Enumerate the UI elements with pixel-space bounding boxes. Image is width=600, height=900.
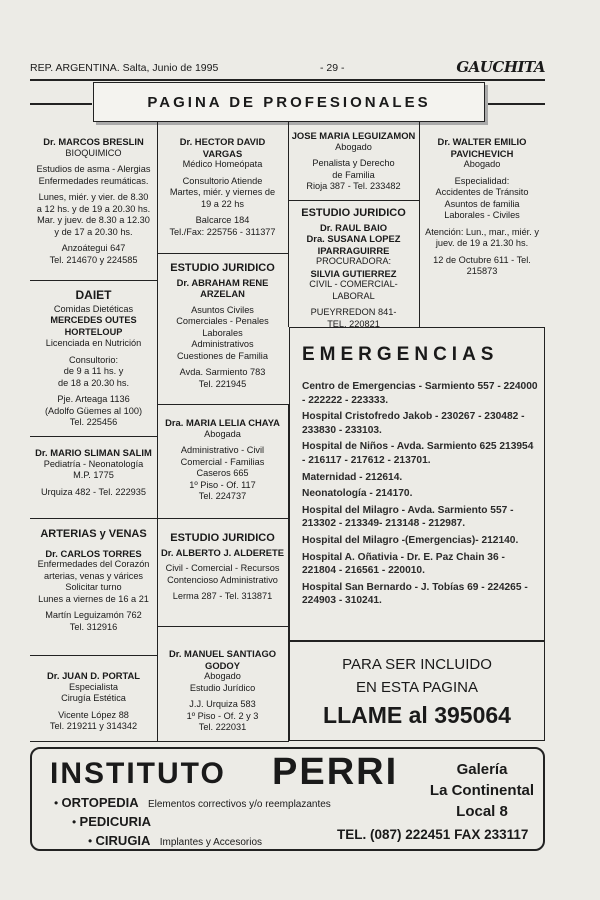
ad-heading: ARTERIAS y VENAS [40,528,147,540]
ad-line: Estudio Jurídico [189,682,256,693]
ad-vargas [157,130,288,244]
ad-line: Martes, miér. y viernes de [169,187,276,197]
ad-line: Abogado [335,141,372,152]
promo-phone: LLAME al 395064 [323,702,511,728]
divider [288,200,419,201]
promo-line: EN ESTA PAGINA [356,679,478,696]
promo-box [289,641,545,741]
ad-line: BIOQUIMICO [65,147,122,158]
ad-name: Dr. ALBERTO J. ALDERETE [160,546,285,558]
ad-line: Abogado [463,159,501,169]
service-name: CIRUGIA [95,833,151,848]
ad-line: Anzoátegui 647 [61,243,126,253]
emergency-item: Hospital Cristofredo Jakob - 230267 - 230482 - 233830 - 233103. [302,411,525,436]
ad-name: SILVIA GUTIERREZ [310,267,397,279]
ad-breslin [30,130,157,272]
divider [30,518,157,519]
ad-line: Tel. 222031 [198,722,247,732]
ad-line: Cirugía Estética [61,693,126,703]
ad-phone: TEL. (087) 222451 FAX 233117 [337,827,529,842]
ad-name: MERCEDES OUTES [50,315,137,325]
divider [157,626,288,627]
ad-name: Dr. JUAN D. PORTAL [46,670,141,681]
emergency-item: Hospital A. Oñativia - Dr. E. Paz Chain 36 - 221804 - 216561 - 220010. [302,551,505,577]
divider [157,404,288,405]
service-desc: Implantes y Accesorios [159,837,263,848]
ad-heading: DAIET [75,288,112,302]
service-name: ORTOPEDIA [61,795,139,810]
gauchita-logo: GAUCHITA [456,58,545,76]
ad-line: Tel. 214670 y 224585 [49,254,138,265]
ad-line: de 9 a 11 hs. y [63,366,124,376]
ad-portal [30,664,157,739]
emergencias-box [289,327,545,641]
ad-line: a 12 hs. y de 19 a 20.30 hs. [36,203,151,214]
bullet-icon: • [88,834,93,848]
ad-chaya [157,411,288,509]
service-item [54,795,331,810]
ad-line: Martín Leguizamón 762 [45,610,142,620]
ad-daiet [30,284,157,435]
ad-name: Dr. CARLOS TORRES [45,547,142,559]
ad-line: Cuestiones de Familia [177,350,268,361]
ad-name: GODOY [205,659,240,671]
ad-line: Administrativo - Civil [180,445,265,455]
ad-line: Vicente López 88 [58,709,129,720]
ad-line: Caseros 665 [196,468,249,478]
divider [30,436,157,437]
divider [157,518,288,519]
page-number: - 29 - [320,62,345,74]
ad-line: de Familia [332,169,375,180]
ad-line: Especialidad: [454,175,510,186]
ad-line: Lunes, miér. y vier. de 8.30 [38,192,149,202]
ad-line: Accidentes de Tránsito [435,187,529,197]
ad-line: Lerma 287 - Tel. 313871 [172,591,273,601]
ad-line: Licenciada en Nutrición [45,338,142,348]
ad-pavichevich [419,130,545,284]
ad-line: 1º Piso - Of. 117 [189,479,256,490]
ad-line: Solicitar turno [65,582,122,592]
ad-line: 19 a 22 hs [201,198,244,209]
instituto-label: INSTITUTO [50,757,226,790]
ad-line: PUEYRREDON 841- [310,307,397,317]
ad-line: Médico Homeópata [182,159,263,169]
ad-line: Administrativos [191,339,254,349]
divider [157,253,288,254]
emergency-item: Centro de Emergencias - Sarmiento 557 - 224000 - 222222 - 223333. [302,381,538,406]
ad-line: Laborales [202,327,243,338]
ad-line: Comercial - Familias [180,456,265,467]
ad-line: J.J. Urquiza 583 [189,699,256,709]
bullet-icon: • [72,815,77,829]
ad-line: Enfermedades del Corazón [37,559,150,569]
ad-line: Enfermedades reumáticas. [38,175,149,186]
ad-name: Dra. MARIA LELIA CHAYA [165,417,280,428]
ad-line: Estudios de asma - Alergias [36,164,151,174]
ad-line: Consultorio: [68,354,119,365]
ad-line: CIVIL - COMERCIAL-LABORAL [309,279,398,301]
ad-baio [288,202,419,336]
ad-line: Pediatría - Neonatología [43,458,144,469]
emergency-item: Neonatología - 214170. [302,488,413,500]
ad-line: 12 de Octubre 611 - Tel. [433,254,531,265]
header-rule [30,79,545,81]
emergencias-title: EMERGENCIAS [302,344,499,365]
perri-label: PERRI [272,751,399,793]
ad-arzelan [157,257,288,396]
ad-line: Abogada [204,428,241,439]
title-rule-right [486,103,545,105]
ad-line: Tel. 219211 y 314342 [49,721,138,731]
ad-line: Laborales - Civiles [444,210,520,220]
ad-name: Dra. SUSANA LOPEZ [306,233,401,244]
ad-heading: ESTUDIO JURIDICO [170,532,275,544]
galeria-address [422,759,542,822]
ad-line: Tel. 312916 [69,621,118,632]
ad-line: y de 17 a 20.30 hs. [54,226,133,237]
ad-line: Especialista [68,681,119,692]
ad-line: Consultorio Atiende [182,175,263,186]
ad-line: Lunes a viernes de 16 a 21 [38,593,149,604]
ad-line: Balcarce 184 [195,215,250,225]
emergency-item: Hospital del Milagro - Avda. Sarmiento 557 - 213302 - 213349- 213148 - 212987. [302,504,514,530]
ad-name: Dr. ABRAHAM RENE [176,276,269,288]
ad-name: ARZELAN [200,288,245,299]
page-title: PAGINA DE PROFESIONALES [93,82,485,122]
emergency-item: Maternidad - 212614. [302,471,403,483]
ad-alderete [157,527,288,609]
ad-name: Dr. MARIO SLIMAN SALIM [35,447,152,458]
instituto-perri-ad [30,747,545,851]
ad-line: Contencioso Administrativo [167,574,278,585]
service-item [88,833,262,848]
ad-heading: ESTUDIO JURIDICO [301,207,406,219]
ad-line: Mar. y juev. de 8.30 a 12.30 [37,215,150,225]
galeria-line: Local 8 [456,803,508,820]
ad-line: juev. de 19 a 21.30 hs. [435,238,529,248]
ad-name: Dr. HECTOR DAVID VARGAS [179,136,266,159]
ad-line: Rioja 387 - Tel. 233482 [306,181,401,191]
ad-line: Asuntos de familia [444,198,520,209]
divider [30,655,157,656]
ad-line: Tel. 221945 [198,378,247,389]
ad-line: arterias, venas y várices [43,570,144,581]
title-rule-left [30,103,92,105]
ad-line: 215873 [466,266,498,276]
ad-heading: ESTUDIO JURIDICO [170,262,275,274]
ad-name: Dr. RAUL BAIO [319,221,388,233]
ad-line: Civil - Comercial - Recursos [165,563,280,573]
ad-line: PROCURADORA: [315,256,392,266]
ad-line: Comerciales - Penales [176,316,269,326]
page-header [30,58,545,80]
ad-line: Urquiza 482 - Tel. 222935 [40,486,147,497]
ad-line: Pje. Arteaga 1136 [57,394,130,404]
promo-line: PARA SER INCLUIDO [342,656,492,673]
ad-line: TEL. 220821 [327,318,380,329]
ad-line: Avda. Sarmiento 783 [179,367,266,377]
ad-line: Penalista y Derecho [312,158,395,168]
ad-name: Dr. MARCOS BRESLIN [43,136,144,147]
bullet-icon: • [54,796,59,810]
emergency-item: Hospital del Milagro -(Emergencias)- 212140. [302,534,519,546]
ad-line: Tel./Fax: 225756 - 311377 [169,226,276,237]
emergencias-list [302,380,538,611]
ad-leguizamon [288,124,419,199]
ad-name: JOSE MARIA LEGUIZAMON [291,130,416,141]
ad-name: Dr. WALTER EMILIO [437,136,527,147]
ad-name: Dr. MANUEL SANTIAGO [168,648,277,659]
ad-sliman [30,441,157,504]
ad-line: de 18 a 20.30 hs. [57,377,129,388]
ad-line: Abogado [204,671,241,681]
ad-line: Tel. 224737 [198,491,247,501]
ad-line: Atención: Lun., mar., miér. y [425,226,539,237]
ad-line: 1º Piso - Of. 2 y 3 [186,710,259,721]
ad-line: Asuntos Civiles [191,304,254,315]
emergency-item: Hospital de Niños - Avda. Sarmiento 625 213954 - 216117 - 217612 - 213701. [302,441,534,466]
ad-torres [30,523,157,639]
galeria-line: La Continental [429,782,535,799]
service-item [72,814,157,829]
service-desc: Elementos correctivos y/o reemplazantes [147,799,331,810]
ad-line: Tel. 225456 [69,417,118,427]
divider [30,280,157,281]
ad-line: M.P. 1775 [73,470,114,480]
ad-line: Comidas Dietéticas [53,303,134,314]
service-name: PEDICURIA [79,814,152,829]
ad-godoy [157,642,288,740]
ad-line: (Adolfo Güemes al 100) [44,405,143,416]
header-place-date: REP. ARGENTINA. Salta, Junio de 1995 [30,62,219,74]
galeria-line: Galería [456,761,508,778]
ad-name: IPARRAGUIRRE [317,244,390,256]
ad-name: PAVICHEVICH [450,147,514,159]
emergency-item: Hospital San Bernardo - J. Tobías 69 - 224265 - 224903 - 310241. [302,581,528,607]
divider [30,741,289,742]
ad-name: HORTELOUP [64,326,123,337]
